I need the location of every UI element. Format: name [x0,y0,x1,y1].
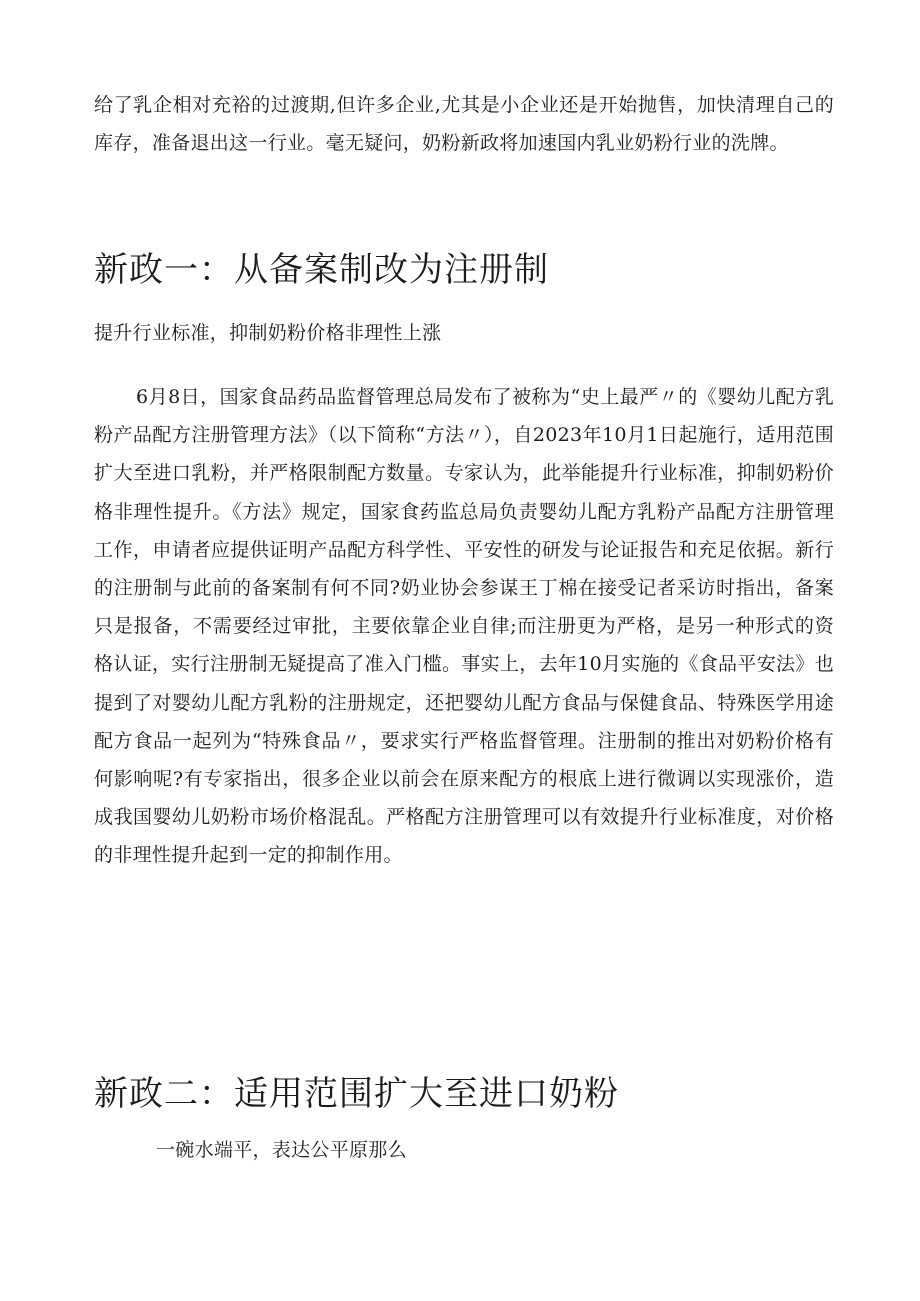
intro-paragraph: 给了乳企相对充裕的过渡期,但许多企业,尤其是小企业还是开始抛售，加快清理自己的库存，准备退出这一行业。毫无疑问，奶粉新政将加速国内乳业奶粉行业的洗牌。 [94,94,834,155]
section2-subheading: 一碗水端平，表达公平原那么 [156,1139,407,1161]
section1-heading: 新政一：从备案制改为注册制 [94,250,549,290]
section2-heading: 新政二：适用范围扩大至进口奶粉 [94,1074,619,1114]
section1-subheading: 提升行业标准，抑制奶粉价格非理性上涨 [94,322,442,344]
section1-body-paragraph: 6月8日，国家食品药品监督管理总局发布了被称为“史上最严〃的《婴幼儿配方乳粉产品配方注册管理方法》（以下简称“方法〃），自2023年10月1日起施行，适用范围扩大至进口乳粉，并严格限制配方数量。专家认为，此举能提升行业标准，抑制奶粉价格非理性提升。《方法》规定，国家食药监总局负责婴幼儿配方乳粉产品配方注册管理工作，申请者应提供证明产品配方科学性、平安性的研发与论证报告和充足依据。新行的注册制与此前的备案制有何不同?奶业协会参谋王丁棉在接受记者采访时指出，备案只是报备，不需要经过审批，主要依靠企业自律;而注册更为严格，是另一种形式的资格认证，实行注册制无疑提高了准入门槛。事实上，去年10月实施的《食品平安法》也提到了对婴幼儿配方乳粉的注册规定，还把婴幼儿配方食品与保健食品、特殊医学用途配方食品一起列为“特殊食品〃，要求实行严格监督管理。注册制的推出对奶粉价格有何影响呢?有专家指出，很多企业以前会在原来配方的根底上进行微调以实现涨价，造成我国婴幼儿奶粉市场价格混乱。严格配方注册管理可以有效提升行业标准度，对价格的非理性提升起到一定的抑制作用。 [94,386,834,867]
